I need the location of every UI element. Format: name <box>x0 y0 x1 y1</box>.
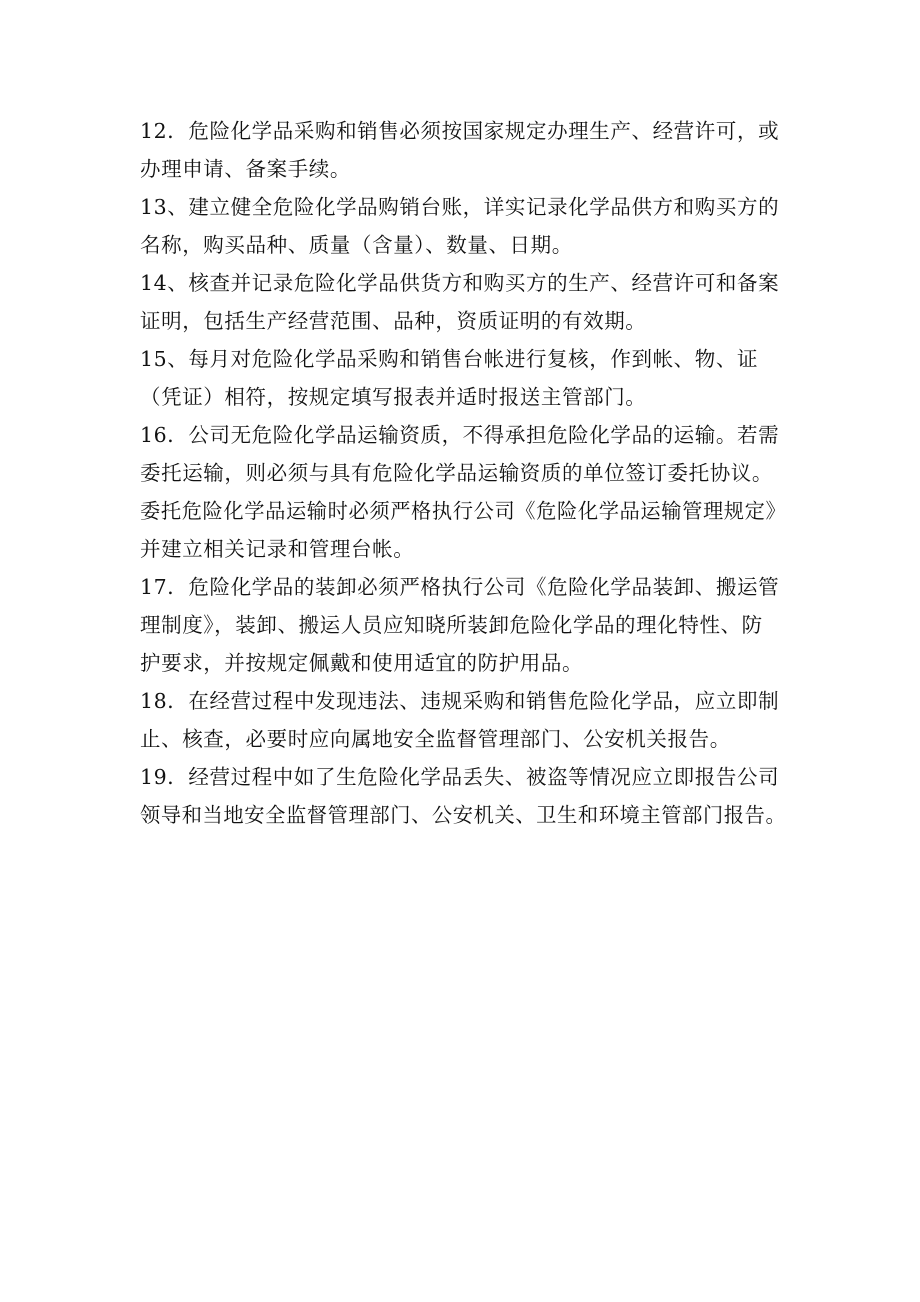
clause-line: 领导和当地安全监督管理部门、公安机关、卫生和环境主管部门报告。 <box>140 803 787 827</box>
clause-17 <box>140 568 790 682</box>
document-body <box>140 112 790 834</box>
clause-line: 16．公司无危险化学品运输资质，不得承担危险化学品的运输。若需 <box>140 423 780 447</box>
clause-line: 13、建立健全危险化学品购销台账，详实记录化学品供方和购买方的 <box>140 195 780 219</box>
clause-line: 15、每月对危险化学品采购和销售台帐进行复核，作到帐、物、证 <box>140 347 759 371</box>
clause-12 <box>140 112 790 188</box>
clause-line: 理制度》，装卸、搬运人员应知晓所装卸危险化学品的理化特性、防 <box>140 613 763 637</box>
clause-line: 委托危险化学品运输时必须严格执行公司《危险化学品运输管理规定》 <box>140 499 787 523</box>
clause-line: 名称，购买品种、质量（含量）、数量、日期。 <box>140 233 573 257</box>
clause-line: 证明，包括生产经营范围、品种，资质证明的有效期。 <box>140 309 647 333</box>
clause-line: 护要求，并按规定佩戴和使用适宜的防护用品。 <box>140 651 584 675</box>
clause-15 <box>140 340 790 416</box>
clause-line: 12．危险化学品采购和销售必须按国家规定办理生产、经营许可，或 <box>140 119 780 143</box>
clause-line: 18．在经营过程中发现违法、违规采购和销售危险化学品，应立即制 <box>140 689 780 713</box>
clause-line: 止、核查，必要时应向属地安全监督管理部门、公安机关报告。 <box>140 727 731 751</box>
clause-18 <box>140 682 790 758</box>
clause-13 <box>140 188 790 264</box>
clause-line: 19．经营过程中如了生危险化学品丢失、被盗等情况应立即报告公司 <box>140 765 780 789</box>
clause-19 <box>140 758 790 834</box>
clause-line: 委托运输，则必须与具有危险化学品运输资质的单位签订委托协议。 <box>140 461 773 485</box>
clause-line: 并建立相关记录和管理台帐。 <box>140 537 415 561</box>
clause-14 <box>140 264 790 340</box>
clause-16 <box>140 416 790 568</box>
clause-line: （凭证）相符，按规定填写报表并适时报送主管部门。 <box>140 385 647 409</box>
clause-line: 17．危险化学品的装卸必须严格执行公司《危险化学品装卸、搬运管 <box>140 575 780 599</box>
clause-line: 办理申请、备案手续。 <box>140 157 351 181</box>
clause-line: 14、核查并记录危险化学品供货方和购买方的生产、经营许可和备案 <box>140 271 780 295</box>
